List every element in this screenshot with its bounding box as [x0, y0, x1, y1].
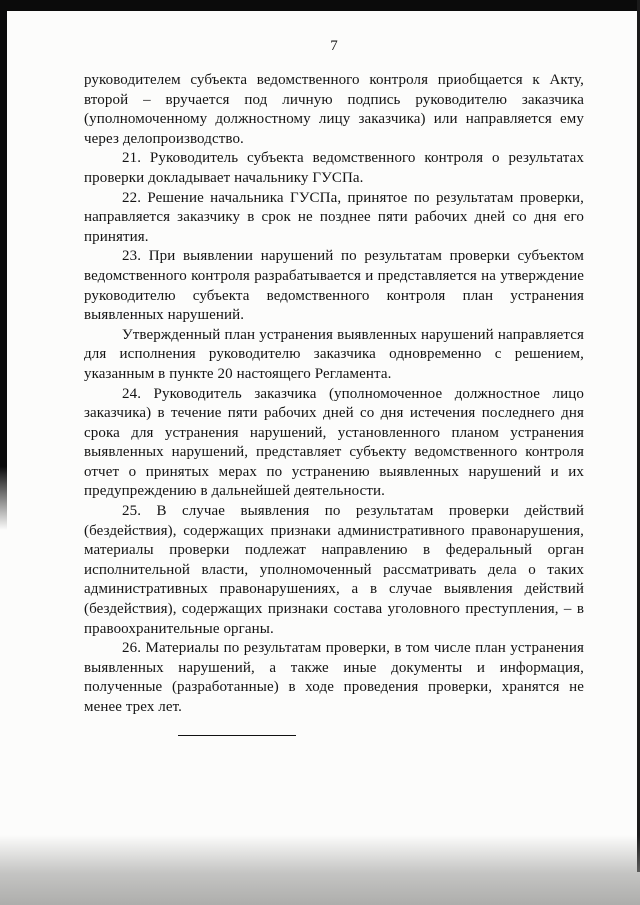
scan-edge-left: [0, 0, 7, 530]
paragraph: 23. При выявлении нарушений по результатам проверки субъектом ведомственного контроля разрабатывается и представляется на утверждение руководителю субъекта ведомственного контроля план устранения выявленных нарушений.: [84, 248, 584, 324]
paragraph: 26. Материалы по результатам проверки, в том числе план устранения выявленных нарушений, а также иные документы и информация, полученные (разработанные) в ходе проведения проверки, хранятся не менее трех лет.: [84, 640, 584, 715]
paragraph: 24. Руководитель заказчика (уполномоченное должностное лицо заказчика) в течение пяти рабочих дней со дня истечения последнего дня срока для устранения нарушений, установленного планом устранения выявленных нарушений, представляет субъекту ведомственного контроля отчет о принятых мерах по устранению выявленных нарушений и их предупреждению в дальнейшей деятельности.: [84, 385, 584, 500]
paragraph: руководителем субъекта ведомственного контроля приобщается к Акту, второй – вручается под личную подпись руководителю заказчика (уполномоченному должностному лицу заказчика) или направляется ему через делопроизводство.: [84, 72, 584, 147]
paragraph: 25. В случае выявления по результатам проверки действий (бездействия), содержащих признаки административного правонарушения, материалы проверки подлежат направлению в федеральный орган исполнительной власти, уполномоченный рассматривать дела о таких административных правонарушениях, а в случае выявления действий (бездействия), содержащих признаки состава уголовного преступления, – в правоохранительные органы.: [84, 503, 584, 637]
page-number: 7: [330, 38, 338, 54]
paragraph: Утвержденный план устранения выявленных нарушений направляется для исполнения руководителю заказчика одновременно с решением, указанным в пункте 20 настоящего Регламента.: [84, 326, 584, 382]
scan-edge-bottom: [0, 835, 640, 905]
paragraph: 21. Руководитель субъекта ведомственного контроля о результатах проверки докладывает начальнику ГУСПа.: [84, 150, 584, 186]
text-block: [84, 71, 584, 718]
paragraph: 22. Решение начальника ГУСПа, принятое по результатам проверки, направляется заказчику в срок не позднее пяти рабочих дней со дня его принятия.: [84, 189, 584, 245]
end-rule: [178, 735, 296, 736]
scan-edge-top: [0, 0, 640, 11]
